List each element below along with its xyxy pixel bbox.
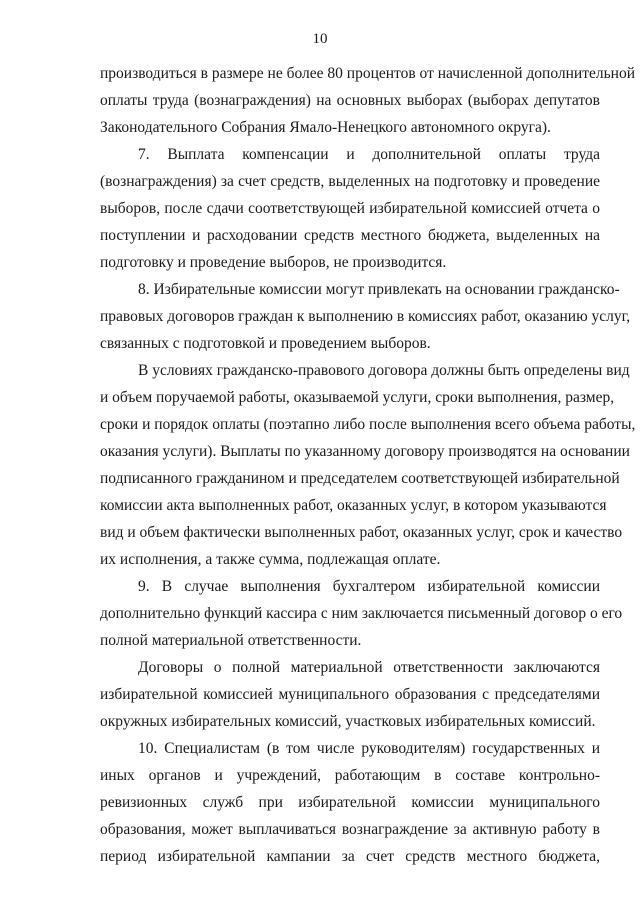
- text-line: Договоры о полной материальной ответственности заключаются: [138, 659, 600, 676]
- text-line: подписанного гражданином и председателем соответствующей избирательной: [100, 470, 620, 487]
- page-number: 10: [312, 31, 328, 47]
- text-line: поступлении и расходовании средств местного бюджета, выделенных на: [100, 227, 600, 244]
- paragraph-item-9: [100, 573, 623, 654]
- text-line: иных органов и учреждений, работающим в составе контрольно-: [100, 767, 600, 784]
- text-line: (вознаграждения) за счет средств, выделенных на подготовку и проведение: [100, 173, 600, 190]
- paragraph-item-8: [100, 276, 631, 357]
- text-line: 10. Специалистам (в том числе руководителям) государственных и: [138, 740, 600, 757]
- text-line: подготовку и проведение выборов, не производится.: [100, 254, 447, 271]
- text-line: их исполнения, а также сумма, подлежащая оплате.: [100, 551, 441, 568]
- text-line: период избирательной кампании за счет средств местного бюджета,: [100, 848, 600, 865]
- text-line: ревизионных служб при избирательной комиссии муниципального: [100, 794, 600, 811]
- text-line: 9. В случае выполнения бухгалтером избирательной комиссии: [138, 578, 600, 595]
- text-line: сроки и порядок оплаты (поэтапно либо после выполнения всего объема работы,: [100, 416, 636, 433]
- paragraph-item-7: [100, 141, 600, 276]
- document-body: [100, 60, 636, 870]
- text-line: вид и объем фактически выполненных работ, оказанных услуг, срок и качество: [100, 524, 623, 541]
- text-line: полной материальной ответственности.: [100, 632, 362, 649]
- text-line: 7. Выплата компенсации и дополнительной оплаты труда: [138, 146, 600, 163]
- text-line: производиться в размере не более 80 процентов от начисленной дополнительной: [100, 65, 635, 82]
- text-line: оплаты труда (вознаграждения) на основных выборах (выборах депутатов: [100, 92, 600, 109]
- text-line: 8. Избирательные комиссии могут привлекать на основании гражданско-: [138, 281, 620, 298]
- text-line: дополнительно функций кассира с ним заключается письменный договор о его: [100, 605, 623, 622]
- text-line: выборов, после сдачи соответствующей избирательной комиссией отчета о: [100, 200, 600, 217]
- text-line: образования, может выплачиваться вознаграждение за активную работу в: [100, 821, 600, 838]
- text-line: В условиях гражданско-правового договора должны быть определены вид: [138, 362, 630, 379]
- paragraph-liability-contracts: [100, 654, 600, 735]
- text-line: оказания услуги). Выплаты по указанному договору производятся на основании: [100, 443, 630, 460]
- text-line: комиссии акта выполненных работ, оказанных услуг, в котором указываются: [100, 497, 607, 514]
- paragraph-contract-conditions: [100, 357, 636, 573]
- text-line: связанных с подготовкой и проведением выборов.: [100, 335, 431, 352]
- paragraph-continuation: [100, 60, 635, 141]
- text-line: окружных избирательных комиссий, участковых избирательных комиссий.: [100, 713, 596, 730]
- text-line: и объем поручаемой работы, оказываемой услуги, сроки выполнения, размер,: [100, 389, 615, 406]
- text-line: правовых договоров граждан к выполнению в комиссиях работ, оказанию услуг,: [100, 308, 631, 325]
- text-line: Законодательного Собрания Ямало-Ненецкого автономного округа).: [100, 119, 551, 136]
- paragraph-item-10: [100, 735, 600, 870]
- text-line: избирательной комиссией муниципального образования с председателями: [100, 686, 600, 703]
